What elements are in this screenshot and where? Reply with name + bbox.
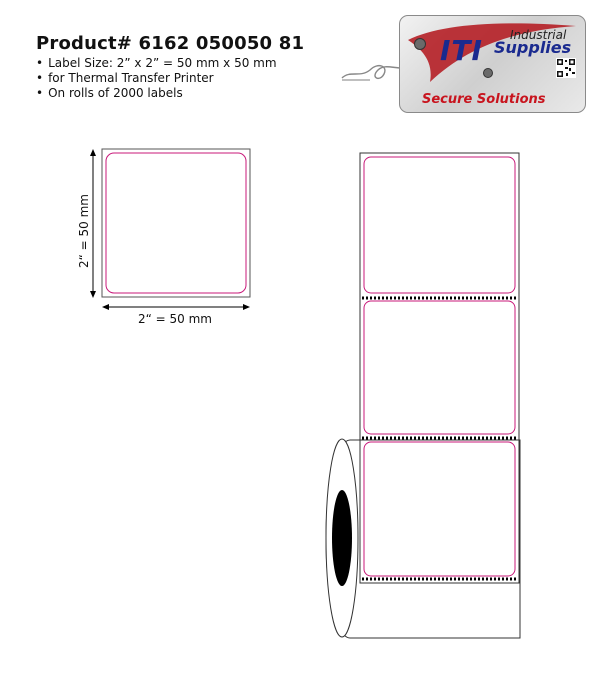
width-dimension-label: 2“ = 50 mm	[138, 312, 212, 326]
rivet-icon	[483, 68, 493, 78]
roll-side-face	[326, 439, 358, 637]
iti-logo-card	[399, 15, 586, 113]
product-bullets	[36, 56, 304, 101]
product-title: Product# 6162 050050 81	[36, 33, 305, 54]
bullet-printer-type: • for Thermal Transfer Printer	[36, 71, 304, 86]
bullet-roll-count: • On rolls of 2000 labels	[36, 86, 304, 101]
height-arrow-top-icon	[90, 149, 96, 156]
width-arrow-right-icon	[243, 304, 250, 310]
label-roll-illustration	[326, 153, 520, 638]
product-info	[36, 34, 304, 101]
keyring-hole-icon	[414, 38, 426, 50]
qr-code-icon	[556, 58, 576, 78]
height-dimension-label: 2“ = 50 mm	[77, 194, 91, 268]
height-arrow-bottom-icon	[90, 291, 96, 298]
logo-industrial-text: Industrial	[510, 28, 567, 42]
roll-body	[326, 440, 520, 638]
logo-iti-text: ITI	[440, 34, 483, 67]
roll-label-3	[364, 442, 515, 576]
logo-tagline: Secure Solutions	[422, 92, 546, 107]
single-label-backing	[102, 149, 250, 297]
bullet-label-size: • Label Size: 2” x 2” = 50 mm x 50 mm	[36, 56, 304, 71]
roll-label-2	[364, 301, 515, 434]
width-arrow-left-icon	[102, 304, 109, 310]
roll-liner-strip	[360, 153, 519, 583]
roll-label-1	[364, 157, 515, 293]
logo-supplies-text: Supplies	[494, 38, 572, 57]
single-label	[106, 153, 246, 293]
roll-liner-front	[360, 440, 519, 583]
roll-core-icon	[332, 490, 352, 586]
